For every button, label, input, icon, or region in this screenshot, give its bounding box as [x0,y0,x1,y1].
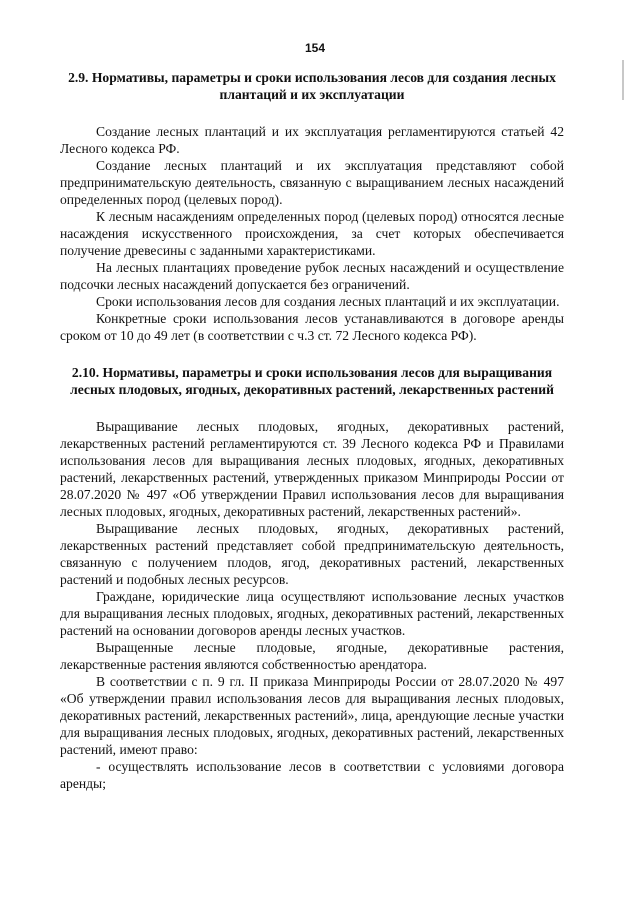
section-heading-2-9: 2.9. Нормативы, параметры и сроки использования лесов для создания лесных плантаций и их эксплуатации [68,70,556,102]
paragraph: К лесным насаждениям определенных пород (целевых пород) относятся лесные насаждения искусственного происхождения, за счет которых обеспечивается получение древесины с заданными характеристиками. [60,209,564,258]
paragraph: В соответствии с п. 9 гл. II приказа Минприроды России от 28.07.2020 № 497 «Об утверждении правил использования лесов для выращивания лесных плодовых, декоративных растений, лекарственных растений», лица, арендующие лесные участки для выращивания лесных плодовых, ягодных, декоративных растений, лекарственных растений, имеют право: [60,674,564,757]
paragraph: Выращенные лесные плодовые, ягодные, декоративные растения, лекарственные растения являются собственностью арендатора. [60,640,564,672]
paragraph: Сроки использования лесов для создания лесных плантаций и их эксплуатации. [96,294,560,309]
paragraph: Граждане, юридические лица осуществляют использование лесных участков для выращивания лесных плодовых, ягодных, декоративных растений, лекарственных растений на основании договоров аренды лесных участков. [60,589,564,638]
paragraph: Создание лесных плантаций и их эксплуатация регламентируются статьей 42 Лесного кодекса РФ. [60,124,564,156]
page-number: 154 [304,41,326,55]
section-2-9-body [60,123,564,344]
paragraph: Выращивание лесных плодовых, ягодных, декоративных растений, лекарственных растений представляет собой предпринимательскую деятельность, связанную с получением плодов, ягод, декоративных растений, лекарственных растений и подобных лесных ресурсов. [60,521,564,587]
section-heading-2-10: 2.10. Нормативы, параметры и сроки использования лесов для выращивания лесных плодовых, ягодных, декоративных растений, лекарственных растений [70,365,554,397]
paragraph: Конкретные сроки использования лесов устанавливаются в договоре аренды сроком от 10 до 49 лет (в соответствии с ч.3 ст. 72 Лесного кодекса РФ). [60,311,564,343]
paragraph: Выращивание лесных плодовых, ягодных, декоративных растений, лекарственных растений регламентируются ст. 39 Лесного кодекса РФ и Правилами использования лесов для выращивания лесных плодовых, ягодных, декоративных растений, лекарственных растений, утвержденных приказом Минприроды России от 28.07.2020 № 497 «Об утверждении Правил использования лесов для выращивания лесных плодовых, ягодных, декоративных растений, лекарственных растений». [60,419,564,519]
document-body [60,69,564,792]
paragraph: На лесных плантациях проведение рубок лесных насаждений и осуществление подсочки лесных насаждений допускается без ограничений. [60,260,564,292]
section-2-10-body [60,418,564,792]
paragraph: - осуществлять использование лесов в соответствии с условиями договора аренды; [60,759,564,791]
paragraph: Создание лесных плантаций и их эксплуатация представляют собой предпринимательскую деятельность, связанную с выращиванием лесных насаждений определенных пород (целевых пород). [60,158,564,207]
scan-edge-mark [622,60,624,100]
